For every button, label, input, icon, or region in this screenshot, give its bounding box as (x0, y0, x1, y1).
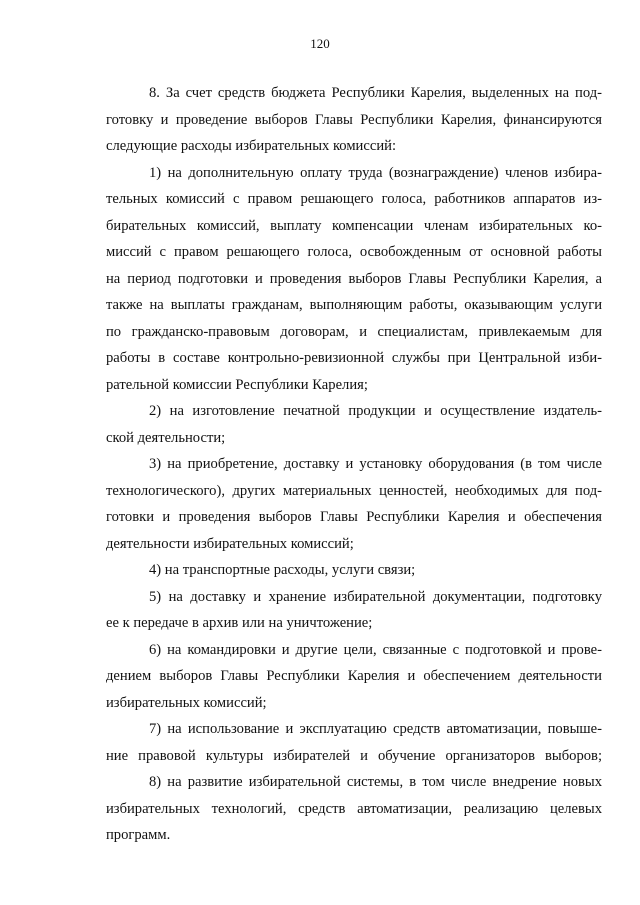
text-line: 4) на транспортные расходы, услуги связи; (149, 562, 416, 578)
text-line: ской деятельности; (106, 429, 226, 446)
text-line: 6) на командировки и другие цели, связанные с подготовкой и прове- (149, 641, 602, 658)
text-line: готовки и проведения выборов Главы Республики Карелия и обеспечения (106, 509, 602, 525)
text-line: ее к передаче в архив или на уничтожение; (106, 615, 373, 631)
text-line: по гражданско-правовым договорам, и специалистам, привлекаемым для (106, 323, 602, 340)
text-line: также на выплаты гражданам, выполняющим работы, оказывающим услуги (106, 297, 602, 313)
text-line: 7) на использование и эксплуатацию средств автоматизации, повыше- (149, 721, 602, 737)
body-text (106, 80, 602, 849)
text-line: работы в составе контрольно-ревизионной службы при Центральной изби- (106, 350, 602, 366)
text-line: 3) на приобретение, доставку и установку оборудования (в том числе (149, 456, 602, 472)
text-line: 2) на изготовление печатной продукции и осуществление издатель- (149, 403, 602, 419)
text-line: 8) на развитие избирательной системы, в том числе внедрение новых (149, 774, 602, 790)
text-line: миссий с правом решающего голоса, освобожденным от основной работы (106, 244, 602, 260)
text-line: технологического), других материальных ценностей, необходимых для под- (106, 482, 602, 499)
text-line: дением выборов Главы Республики Карелия и обеспечением деятельности (106, 668, 602, 684)
page-number: 120 (310, 36, 330, 51)
text-line: бирательных комиссий, выплату компенсации членам избирательных ко- (106, 217, 602, 234)
text-line: ние правовой культуры избирателей и обучение организаторов выборов; (106, 747, 602, 764)
text-line: на период подготовки и проведения выборов Главы Республики Карелия, а (106, 270, 602, 287)
text-line: тельных комиссий с правом решающего голоса, работников аппаратов из- (106, 191, 602, 207)
text-line: деятельности избирательных комиссий; (106, 535, 354, 552)
text-line: избирательных комиссий; (106, 694, 267, 711)
text-line: программ. (106, 827, 171, 843)
text-line: следующие расходы избирательных комиссий: (106, 138, 396, 154)
text-line: 8. За счет средств бюджета Республики Карелия, выделенных на под- (149, 85, 602, 101)
text-line: готовку и проведение выборов Главы Республики Карелия, финансируются (106, 111, 602, 128)
text-line: 5) на доставку и хранение избирательной документации, подготовку (149, 588, 602, 605)
text-line: 1) на дополнительную оплату труда (вознаграждение) членов избира- (149, 164, 602, 181)
text-line: избирательных технологий, средств автоматизации, реализацию целевых (106, 800, 602, 817)
text-line: рательной комиссии Республики Карелия; (106, 376, 368, 393)
